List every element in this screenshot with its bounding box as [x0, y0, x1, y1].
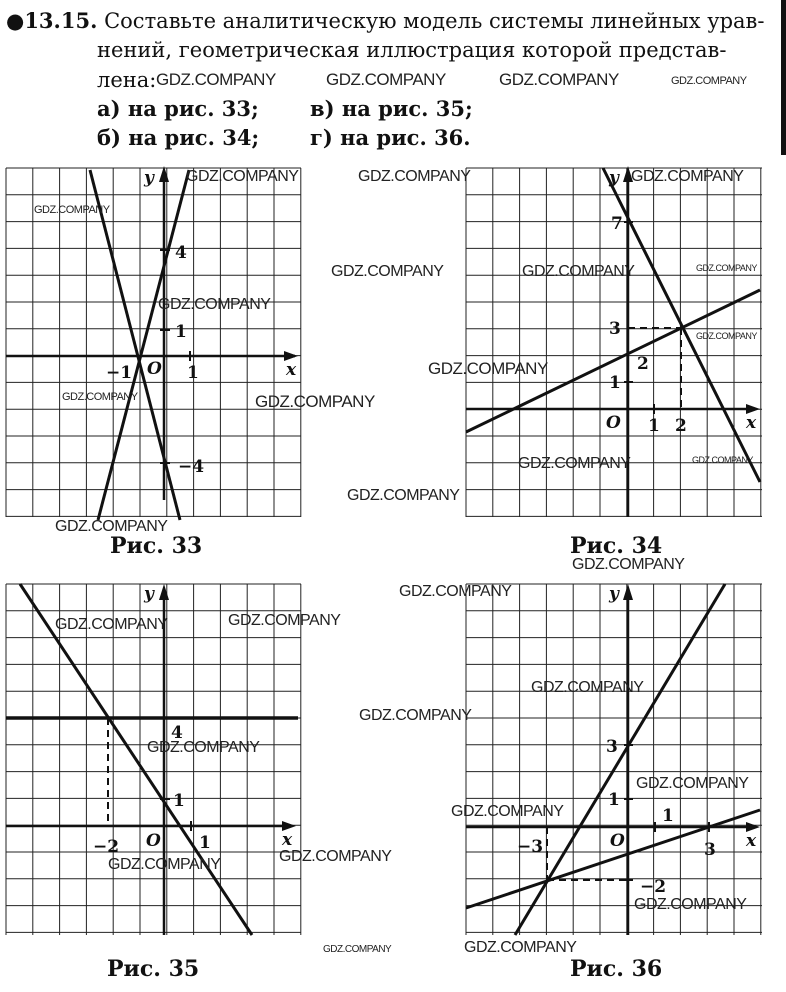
- problem-line-3: лена:: [97, 68, 157, 92]
- watermark: GDZ.COMPANY: [399, 583, 512, 600]
- label-35-4: 4: [171, 723, 183, 743]
- origin-35: O: [146, 831, 161, 851]
- watermark: GDZ.COMPANY: [572, 556, 685, 573]
- option-v: в) на рис. 35;: [310, 96, 473, 121]
- axis-x-35: x: [282, 830, 293, 850]
- caption-fig-36: Рис. 36: [570, 956, 663, 982]
- watermark: GDZ.COMPANY: [156, 70, 276, 89]
- caption-fig-35: Рис. 35: [107, 956, 200, 982]
- label-34-x2: 2: [675, 416, 687, 436]
- label-33-x1: 1: [187, 363, 199, 383]
- label-34-1: 1: [609, 373, 621, 393]
- watermark: GDZ.COMPANY: [531, 679, 644, 696]
- y-arrow-icon: [623, 584, 633, 600]
- watermark: GDZ.COMPANY: [359, 707, 472, 724]
- label-35-1: 1: [173, 791, 185, 811]
- watermark: GDZ.COMPANY: [186, 168, 299, 185]
- watermark: GDZ.COMPANY: [692, 455, 753, 465]
- watermark: GDZ.COMPANY: [279, 848, 392, 865]
- origin-36: O: [610, 831, 625, 851]
- lines-36: [466, 584, 760, 935]
- axis-y-36: y: [609, 584, 619, 604]
- label-33-4: 4: [175, 243, 187, 263]
- watermark: GDZ.COMPANY: [158, 296, 271, 313]
- label-34-2: 2: [637, 354, 649, 374]
- watermark: GDZ.COMPANY: [228, 612, 341, 629]
- axis-y-34: y: [609, 168, 619, 188]
- caption-fig-33: Рис. 33: [110, 533, 203, 559]
- watermark: GDZ.COMPANY: [451, 803, 564, 820]
- problem-line-2: нений, геометрическая иллюстрация которой представ-: [97, 38, 727, 62]
- label-36-x3: 3: [704, 840, 716, 860]
- watermark: GDZ.COMPANY: [326, 70, 446, 89]
- label-33-1: 1: [175, 322, 187, 342]
- label-35-m2: −2: [93, 837, 120, 857]
- label-34-x1: 1: [648, 416, 660, 436]
- watermark: GDZ.COMPANY: [634, 896, 747, 913]
- watermark: GDZ.COMPANY: [331, 263, 444, 280]
- axis-x-33: x: [286, 360, 297, 380]
- label-36-x1: 1: [662, 806, 674, 826]
- watermark: GDZ.COMPANY: [108, 856, 221, 873]
- origin-34: O: [606, 413, 621, 433]
- watermark: GDZ.COMPANY: [671, 75, 747, 87]
- caption-fig-34: Рис. 34: [570, 533, 663, 559]
- option-b: б) на рис. 34;: [97, 125, 260, 150]
- label-35-x1: 1: [199, 833, 211, 853]
- label-36-1: 1: [608, 790, 620, 810]
- watermark: GDZ.COMPANY: [636, 775, 749, 792]
- watermark: GDZ.COMPANY: [147, 739, 260, 756]
- watermark: GDZ.COMPANY: [34, 204, 110, 216]
- option-a: а) на рис. 33;: [97, 96, 259, 121]
- watermark: GDZ.COMPANY: [696, 331, 757, 341]
- label-33-m1: −1: [106, 363, 133, 383]
- watermark: GDZ.COMPANY: [62, 391, 138, 403]
- option-g: г) на рис. 36.: [310, 125, 471, 150]
- axes-36: [466, 584, 760, 935]
- watermark: GDZ.COMPANY: [464, 939, 577, 956]
- watermark: GDZ.COMPANY: [518, 455, 631, 472]
- problem-number: ●13.15.: [6, 8, 98, 33]
- label-34-7: 7: [611, 214, 623, 234]
- watermark: GDZ.COMPANY: [631, 168, 744, 185]
- watermark: GDZ.COMPANY: [358, 168, 471, 185]
- axis-y-35: y: [144, 584, 154, 604]
- problem-text-1: Составьте аналитическую модель системы линейных урав-: [104, 9, 765, 33]
- watermark: GDZ.COMPANY: [323, 944, 392, 955]
- label-36-m2: −2: [640, 877, 667, 897]
- watermark: GDZ.COMPANY: [347, 487, 460, 504]
- watermark: GDZ.COMPANY: [428, 359, 548, 378]
- origin-33: O: [147, 359, 162, 379]
- axis-y-33: y: [144, 168, 154, 188]
- watermark: GDZ.COMPANY: [499, 70, 619, 89]
- grid-36: [466, 584, 762, 935]
- label-36-3: 3: [606, 737, 618, 757]
- label-33-m4: −4: [178, 457, 205, 477]
- axis-x-34: x: [746, 413, 757, 433]
- watermark: GDZ.COMPANY: [55, 518, 168, 535]
- watermark: GDZ.COMPANY: [255, 392, 375, 411]
- watermark: GDZ.COMPANY: [55, 616, 168, 633]
- label-36-m3: −3: [517, 837, 544, 857]
- label-34-3: 3: [609, 319, 621, 339]
- axis-x-36: x: [746, 831, 757, 851]
- watermark: GDZ.COMPANY: [522, 263, 635, 280]
- watermark: GDZ.COMPANY: [696, 263, 757, 273]
